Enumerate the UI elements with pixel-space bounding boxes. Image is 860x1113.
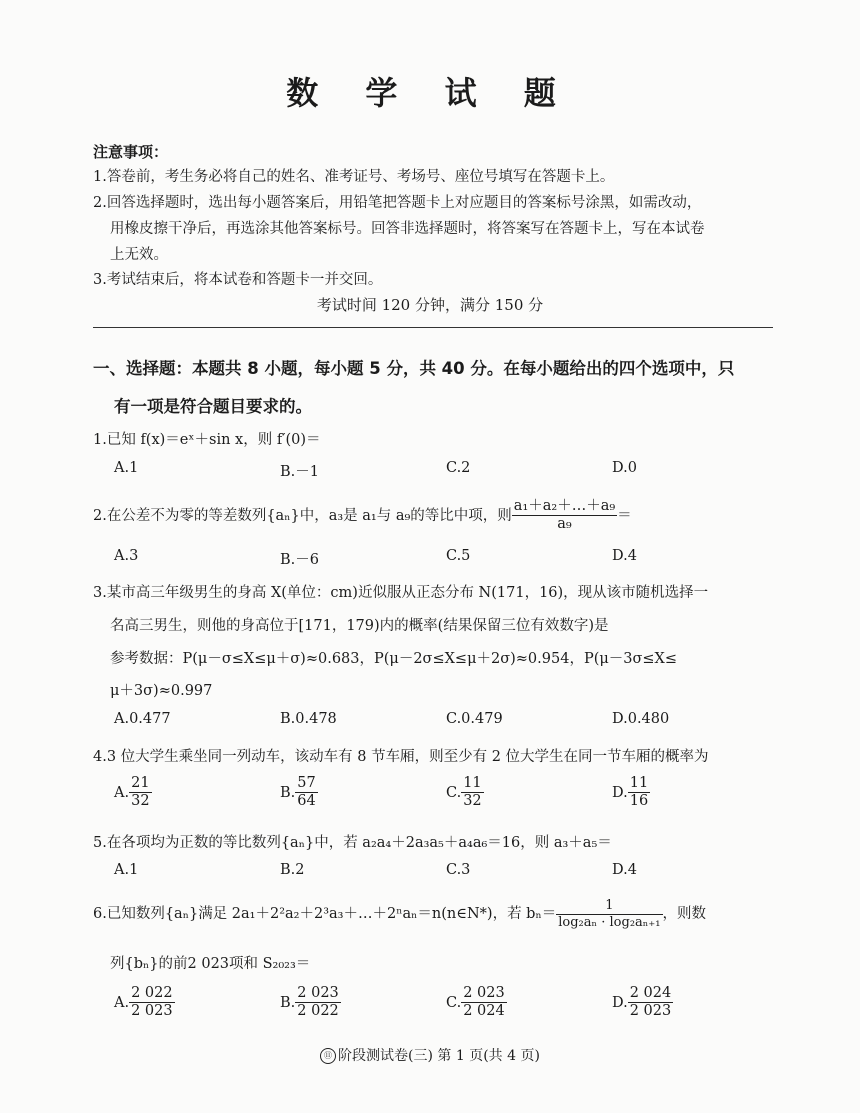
q2-fraction-numerator: a₁＋a₂＋…＋a₉: [512, 498, 617, 516]
notice-line-2: 2.回答选择题时，选出每小题答案后，用铅笔把答题卡上对应题目的答案标号涂黑，如需改动，: [93, 195, 702, 211]
q6-option-b: [280, 985, 341, 1021]
q4-option-d-label: D.: [612, 784, 628, 801]
q4-option-b-label: B.: [280, 784, 296, 801]
q1-option-d: D.0: [612, 460, 637, 476]
q4-option-a-label: A.: [114, 784, 130, 801]
q6-fraction-numerator: 1: [556, 898, 662, 915]
question-5-stem: 5.在各项均为正数的等比数列{aₙ}中，若 a₂a₄＋2a₃a₅＋a₄a₆＝16，则 a₃＋a₅＝: [93, 835, 612, 851]
q4-option-d-denominator: 16: [629, 793, 649, 810]
question-3-line-4: μ＋3σ)≈0.997: [110, 683, 213, 699]
q5-option-c: C.3: [446, 862, 471, 878]
q6-option-a-denominator: 2 023: [131, 1003, 173, 1020]
q5-option-b: B.2: [280, 862, 305, 878]
q4-option-c-denominator: 32: [463, 793, 482, 810]
q4-option-a: [114, 775, 152, 811]
notice-line-1: 1.答卷前，考生务必将自己的姓名、准考证号、考场号、座位号填写在答题卡上。: [93, 169, 615, 185]
q6-fraction-denominator: log₂aₙ · log₂aₙ₊₁: [558, 914, 661, 930]
q6-option-c-numerator: 2 023: [461, 985, 507, 1003]
notice-line-5: 3.考试结束后，将本试卷和答题卡一并交回。: [93, 272, 383, 288]
q4-option-d-numerator: 11: [628, 775, 650, 793]
footer-text: 阶段测试卷(三) 第 1 页(共 4 页): [338, 1048, 540, 1064]
q6-option-d-label: D.: [612, 994, 628, 1011]
q6-option-b-denominator: 2 022: [297, 1003, 339, 1020]
q4-option-b: [280, 775, 318, 811]
q6-option-d-denominator: 2 023: [629, 1003, 672, 1020]
q2-option-d: D.4: [612, 548, 637, 564]
q6-stem-tail: ，则数: [662, 906, 706, 923]
q5-option-d: D.4: [612, 862, 637, 878]
question-1-stem: 1.已知 f(x)＝eˣ＋sin x，则 f′(0)＝: [93, 432, 321, 448]
q6-option-c-denominator: 2 024: [463, 1003, 505, 1020]
q2-option-a: A.3: [114, 548, 139, 564]
q2-fraction-denominator: a₉: [557, 516, 572, 533]
page-title: 数 学 试 题: [286, 74, 574, 112]
q5-option-a: A.1: [114, 862, 139, 878]
q1-option-c: C.2: [446, 460, 471, 476]
q6-option-d-numerator: 2 024: [628, 985, 674, 1003]
q6-option-c: [446, 985, 507, 1021]
q6-option-b-label: B.: [280, 994, 296, 1011]
q3-option-d: D.0.480: [612, 711, 670, 727]
q6-option-a-label: A.: [114, 994, 130, 1011]
question-3-line-3: 参考数据：P(μ－σ≤X≤μ＋σ)≈0.683，P(μ－2σ≤X≤μ＋2σ)≈0.954，P(μ－3σ≤X≤: [110, 651, 678, 667]
q6-option-d: [612, 985, 673, 1021]
q1-option-a: A.1: [114, 460, 139, 476]
q3-option-b: B.0.478: [280, 711, 337, 727]
q1-option-b: B.－1: [280, 464, 319, 480]
notice-line-3: 用橡皮擦干净后，再选涂其他答案标号。回答非选择题时，将答案写在答题卡上，写在本试卷: [110, 221, 705, 237]
q2-stem-equals: ＝: [617, 507, 632, 524]
question-2-stem: [93, 498, 632, 534]
notice-line-4: 上无效。: [110, 247, 168, 263]
q6-stem-text: 6.已知数列{aₙ}满足 2a₁＋2²a₂＋2³a₃＋…＋2ⁿaₙ＝n(n∈N*)，若 bₙ＝: [93, 906, 557, 923]
q2-option-c: C.5: [446, 548, 471, 564]
q2-stem-text: 2.在公差不为零的等差数列{aₙ}中，a₃是 a₁与 a₉的等比中项，则: [93, 507, 512, 524]
footer-mark: ⑪: [320, 1048, 336, 1064]
q2-fraction: [512, 498, 617, 534]
q2-option-b: B.－6: [280, 552, 319, 568]
question-3-line-1: 3.某市高三年级男生的身高 X(单位：cm)近似服从正态分布 N(171，16)，现从该市随机选择一: [93, 585, 709, 601]
question-4-stem: 4.3 位大学生乘坐同一列动车，该动车有 8 节车厢，则至少有 2 位大学生在同一节车厢的概率为: [93, 749, 709, 765]
exam-time: 考试时间 120 分钟，满分 150 分: [316, 296, 544, 314]
q4-option-a-numerator: 21: [129, 775, 151, 793]
q6-option-a: [114, 985, 175, 1021]
notice-heading: 注意事项：: [93, 143, 169, 161]
q4-option-a-denominator: 32: [131, 793, 150, 810]
question-6-stem: [93, 898, 706, 930]
section-heading-line-2: 有一项是符合题目要求的。: [114, 397, 312, 416]
q4-option-c-numerator: 11: [461, 775, 483, 793]
q4-option-c-label: C.: [446, 784, 462, 801]
page-footer: [0, 1045, 860, 1065]
q4-option-b-denominator: 64: [297, 793, 316, 810]
q3-option-a: A.0.477: [114, 711, 171, 727]
q4-option-b-numerator: 57: [295, 775, 317, 793]
q6-option-c-label: C.: [446, 994, 462, 1011]
question-3-line-2: 名高三男生，则他的身高位于[171，179)内的概率(结果保留三位有效数字)是: [110, 618, 609, 634]
q6-fraction: [556, 898, 662, 930]
question-6-line-2: 列{bₙ}的前2 023项和 S₂₀₂₃＝: [110, 956, 311, 972]
section-heading-line-1: 一、选择题：本题共 8 小题，每小题 5 分，共 40 分。在每小题给出的四个选项中，只: [93, 359, 735, 378]
q3-option-c: C.0.479: [446, 711, 503, 727]
q6-option-a-numerator: 2 022: [129, 985, 175, 1003]
q6-option-b-numerator: 2 023: [295, 985, 341, 1003]
q4-option-c: [446, 775, 484, 811]
q4-option-d: [612, 775, 650, 811]
divider: [93, 327, 773, 328]
